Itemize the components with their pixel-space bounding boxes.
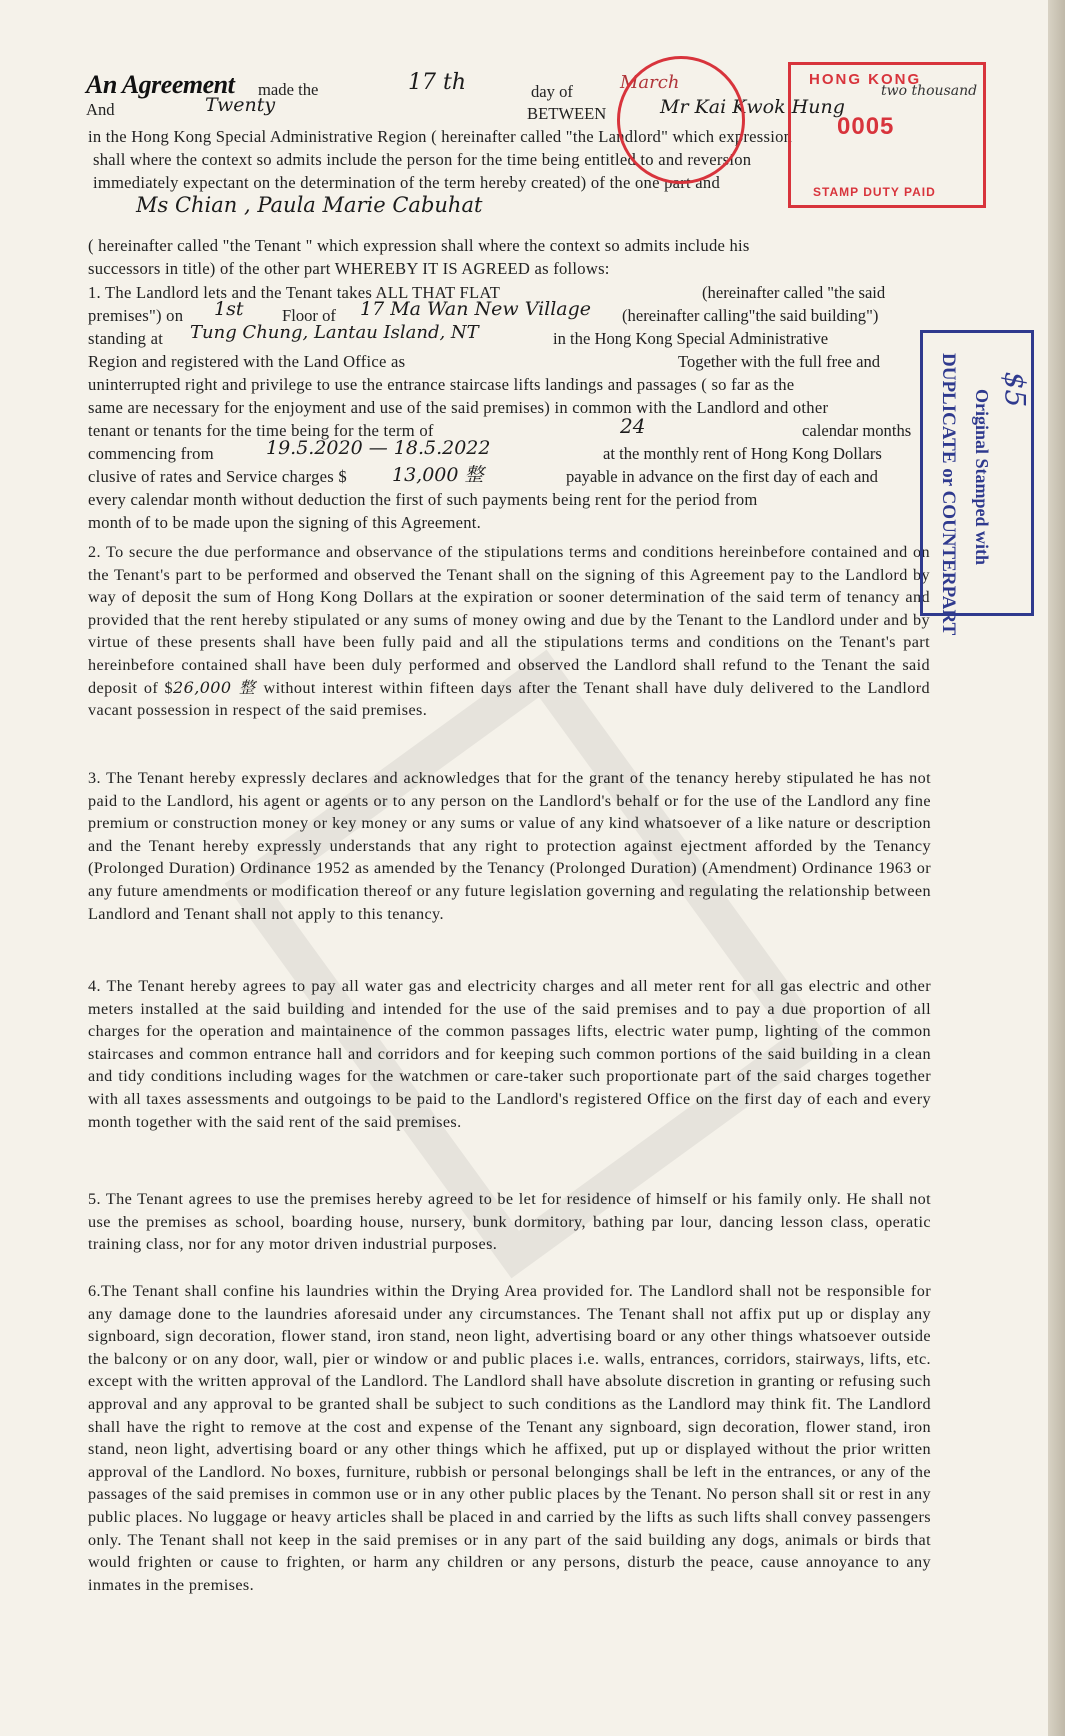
handwritten-landlord: Mr Kai Kwok Hung [660, 96, 845, 118]
clause1-line-j: every calendar month without deduction the first of such payments being rent for the period from [88, 490, 758, 509]
clause1-line-i-start: clusive of rates and Service charges $ [88, 467, 347, 486]
original-stamped-label: Original Stamped with [972, 389, 992, 566]
clause1-line-h-start: commencing from [88, 444, 214, 463]
clause-2-tail: without interest within fifteen days after the Tenant shall have duly delivered to the Landlord vacant possession in respect of the said premises. [88, 678, 930, 720]
handwritten-rent: 13,000 整 [392, 464, 484, 486]
stamp-amount: 0005 [837, 113, 895, 140]
and-label: And [86, 100, 115, 119]
clause1-line-a: 1. The Landlord lets and the Tenant takes ALL THAT FLAT [88, 283, 501, 302]
stamp-written-amount: two thousand [881, 83, 978, 99]
clause1-line-k: month of to be made upon the signing of this Agreement. [88, 513, 482, 532]
handwritten-term: 24 [620, 414, 646, 438]
clause1-line-g-end: calendar months [802, 421, 912, 440]
between-label: BETWEEN [527, 104, 607, 123]
clause-3: 3. The Tenant hereby expressly declares and acknowledges that for the grant of the tenancy hereby stipulated he has not paid to the Landlord, his agent or agents or to any person on the Landlord's behalf or for the use of the Landlord any fine premium or construction money or key money or any sums or value of any kind whatsoever of a like nature or description and the Tenant hereby expressly understands that any right to protection against ejectment afforded by the Tenancy (Prolonged Duration) Ordinance 1952 as amended by the Tenancy (Prolonged Duration) (Amendment) Ordinance 1963 or any future amendments or modification thereof or any future legislation governing and regulating the relationship between Landlord and Tenant shall not apply to this tenancy. [88, 769, 931, 923]
page-edge [1048, 0, 1065, 1736]
handwritten-deposit: 26,000 整 [173, 677, 258, 697]
counterpart-amount: $5 [998, 371, 1032, 408]
clause1-line-c-end: in the Hong Kong Special Administrative [553, 329, 829, 348]
clause1-line-b-start: premises") on [88, 306, 184, 325]
handwritten-building: 17 Ma Wan New Village [360, 298, 592, 320]
clause1-line-f: same are necessary for the enjoyment and use of the said premises) in common with the Landlord and other [88, 398, 829, 417]
stamp-duty-paid-stamp [788, 62, 986, 208]
clause1-line-d-start: Region and registered with the Land Office as [88, 352, 406, 371]
clause1-line-h-end: at the monthly rent of Hong Kong Dollars [603, 444, 882, 463]
clause1-line-c-start: standing at [88, 329, 164, 348]
clause1-line-i-end: payable in advance on the first day of each and [566, 467, 878, 486]
handwritten-tenant: Ms Chian , Paula Marie Cabuhat [136, 193, 483, 217]
duplicate-counterpart-stamp [920, 330, 1034, 636]
clause-4: 4. The Tenant hereby agrees to pay all water gas and electricity charges and all meter rent for all gas electric and other meters installed at the said building and intended for the use of the said premises and to pay a due proportion of all charges for the operation and maintainence of the common passages lifts, electric water pump, lighting of the common staircases and common entrance hall and corridors and for keeping such common portions of the said building in a clean and tidy conditions including wages for the watchmen or care-taker such proportionate part of the said charges together with all taxes assessments and outgoings to be paid to the Landlord's registered Office on the first day of each and every month together with the said rent of the said premises. [88, 977, 931, 1131]
made-the-label: made the [258, 80, 319, 99]
day-of-label: day of [531, 82, 573, 101]
clause1-line-d-end: Together with the full free and [678, 352, 881, 371]
handwritten-period: 19.5.2020 — 18.5.2022 [266, 437, 491, 459]
handwritten-location: Tung Chung, Lantau Island, NT [190, 322, 479, 343]
stamp-region: HONG KONG [809, 71, 922, 88]
clause1-line-e: uninterrupted right and privilege to use the entrance staircase lifts landings and passages ( so far as the [88, 375, 795, 394]
handwritten-floor: 1st [214, 298, 244, 320]
handwritten-year: Twenty [205, 94, 276, 116]
clause-5: 5. The Tenant agrees to use the premises hereby agreed to be let for residence of himself or his family only. He shall not use the premises as school, boarding house, nursery, bunk dormitory, bathing par lour, dancing lesson class, operatic training class, nor for any motor driven industrial purposes. [88, 1190, 931, 1254]
handwritten-day: 17 th [408, 70, 466, 95]
clause-2-text: 2. To secure the due performance and observance of the stipulations terms and conditions hereinbefore contained and on the Tenant's part to be performed and observed the Tenant shall on the signing of this Agreement pay to the Landlord by way of deposit the sum of Hong Kong Dollars at the expiration or sooner determination of the said term of tenancy and provided that the rent hereby stipulated or any sums of money owing and due by the Tenant to the Landlord under and by virtue of these presents shall have been fully paid and all the stipulations terms and conditions on the Tenant's part hereinbefore contained shall have been duly performed and observed the Landlord shall refund to the Tenant the said deposit of $ [88, 543, 930, 697]
clause-6: 6.The Tenant shall confine his laundries within the Drying Area provided for. The Landlord shall not be responsible for any damage done to the laundries aforesaid under any circumstances. The Tenant shall not affix put up or display any signboard, sign decoration, flower stand, iron stand, neon light, advertising board or any other things whatsoever outside the balcony or on any door, wall, pier or window or and public places i.e. walls, entrances, corridors, stairways, lifts, etc. except with the written approval of the Landlord. The Landlord shall have absolute discretion in granting or refusing such approval and any approval to be granted shall be subject to such conditions as the Landlord may think fit. The Landlord shall have the right to remove at the cost and expense of the Tenant any signboard, sign decoration, flower stand, iron stand, neon light, advertising board or any other things which he affixed, put up or displayed without the prior written approval of the Landlord. No boxes, furniture, rubbish or personal belongings shall be left in the entrances, or any of the passages of the said premises in common use or in any other public places by the Tenant. No person shall sit or rest in any public places. No luggage or heavy articles shall be placed in and carried by the lifts as such lifts shall convey passengers only. The Tenant shall not keep in the said premises or in any part of the said building any dogs, animals or birds that would frighten or cause to frighten, or harm any children or any persons, disturb the peace, cause annoyance to any inmates in the premises. [88, 1282, 931, 1594]
agreement-title: An Agreement [86, 70, 235, 99]
recital-line-1: in the Hong Kong Special Administrative Region ( hereinafter called "the Landlord" which expression [88, 127, 793, 146]
handwritten-month: March [620, 72, 680, 93]
recital-line-3: immediately expectant on the determination of the term hereby created) of the one part and [93, 173, 720, 192]
clause1-line-b-end: (hereinafter calling"the said building") [622, 306, 879, 325]
clause1-line-a-end: (hereinafter called "the said [702, 283, 886, 302]
clause1-line-g-start: tenant or tenants for the time being for the term of [88, 421, 434, 440]
counterpart-label: DUPLICATE or COUNTERPART [938, 353, 959, 636]
tenant-line-2: successors in title) of the other part WHEREBY IT IS AGREED as follows: [88, 259, 610, 278]
tenant-line-1: ( hereinafter called "the Tenant " which expression shall where the context so admits include his [88, 236, 750, 255]
stamp-duty-label: STAMP DUTY PAID [813, 185, 936, 199]
clause1-line-b-mid: Floor of [282, 306, 336, 325]
recital-line-2: shall where the context so admits include the person for the time being entitled to and reversion [93, 150, 752, 169]
clause-2 [88, 541, 930, 722]
round-chop-stamp [617, 56, 745, 184]
